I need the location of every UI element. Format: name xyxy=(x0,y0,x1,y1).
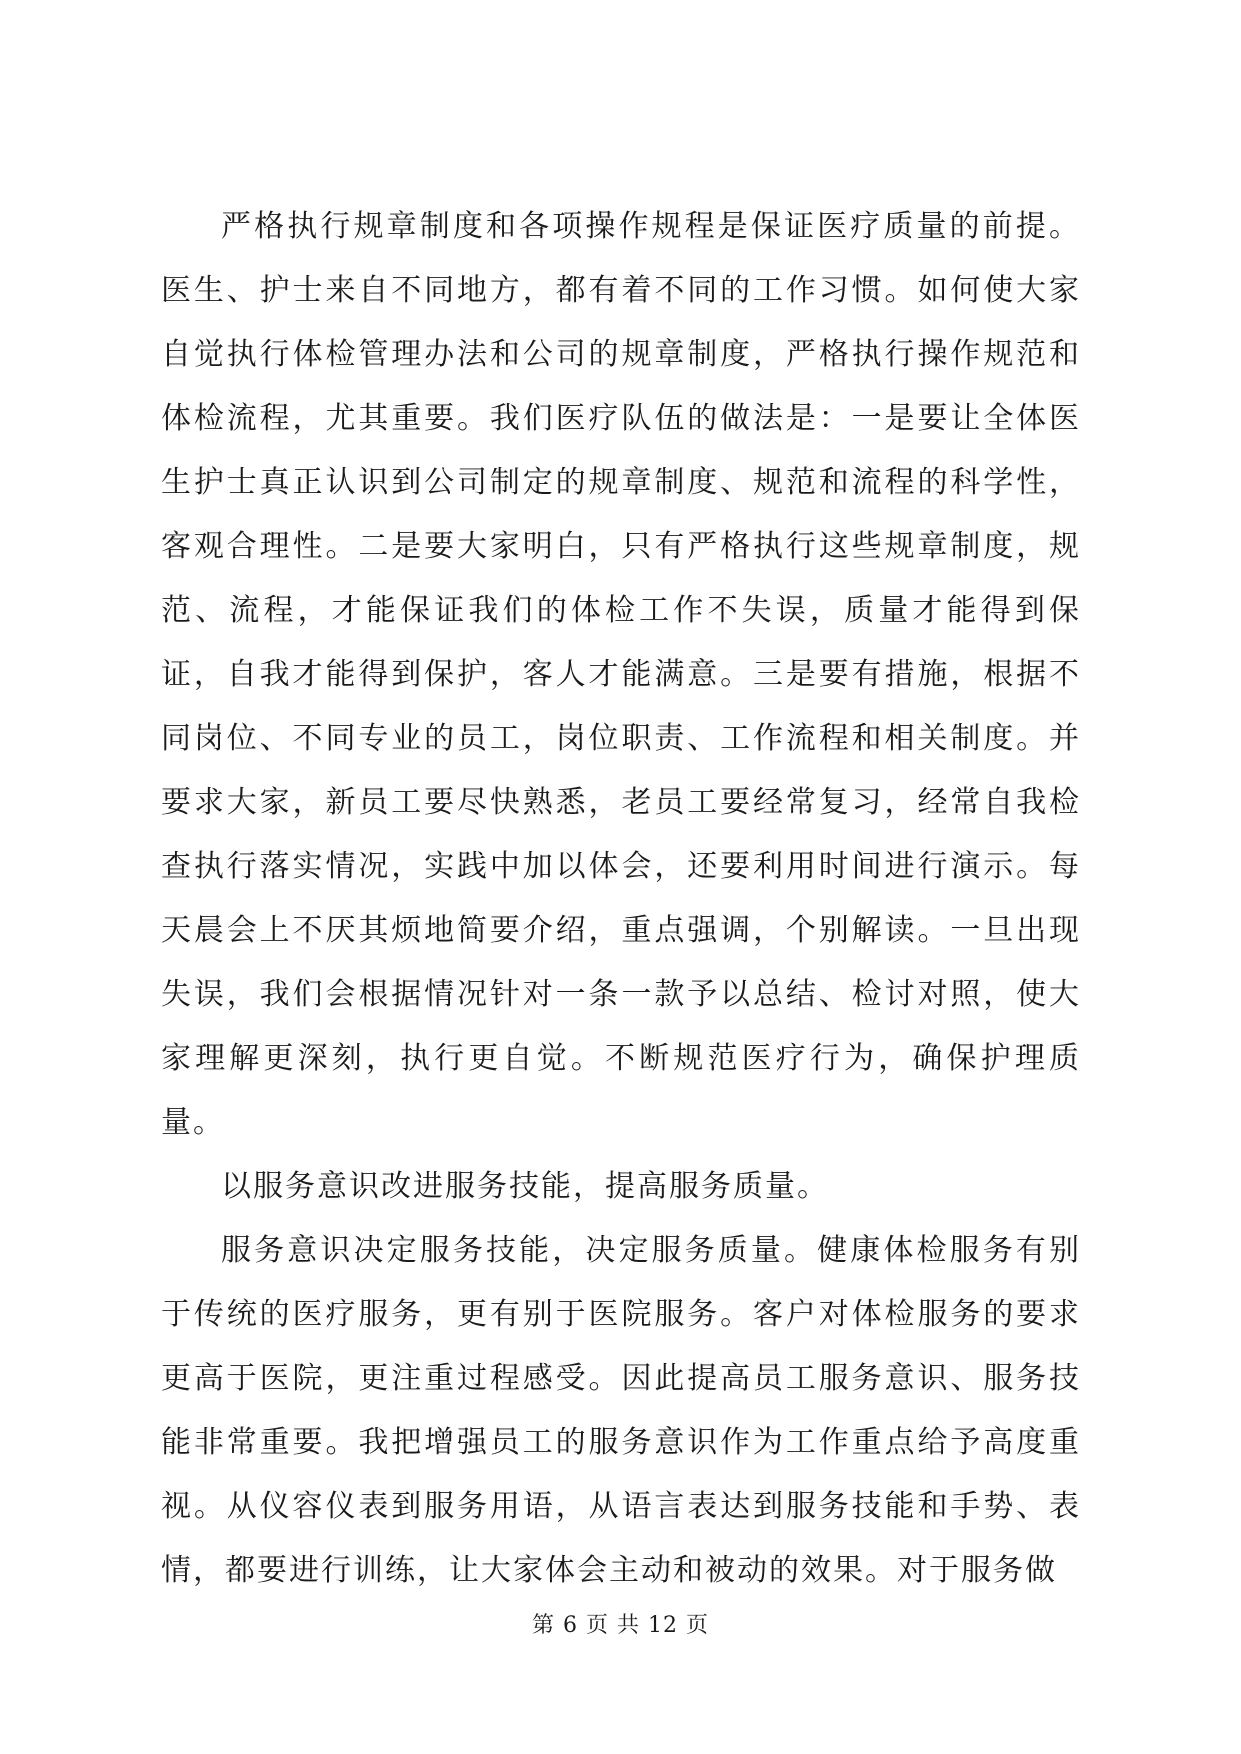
document-body xyxy=(161,195,1081,1603)
page-footer: 第 6 页 共 12 页 xyxy=(532,1613,709,1638)
paragraph-service-awareness: 服务意识决定服务技能，决定服务质量。健康体检服务有别于传统的医疗服务，更有别于医院服务。客户对体检服务的要求更高于医院，更注重过程感受。因此提高员工服务意识、服务技能非常重要。我把增强员工的服务意识作为工作重点给予高度重视。从仪容仪表到服务用语，从语言表达到服务技能和手势、表情，都要进行训练，让大家体会主动和被动的效果。对于服务做 xyxy=(161,1233,1081,1588)
paragraph-service-heading: 以服务意识改进服务技能，提高服务质量。 xyxy=(221,1169,829,1204)
paragraph-regulations: 严格执行规章制度和各项操作规程是保证医疗质量的前提。医生、护士来自不同地方，都有着不同的工作习惯。如何使大家自觉执行体检管理办法和公司的规章制度，严格执行操作规范和体检流程，尤其重要。我们医疗队伍的做法是：一是要让全体医生护士真正认识到公司制定的规章制度、规范和流程的科学性，客观合理性。二是要大家明白，只有严格执行这些规章制度，规范、流程，才能保证我们的体检工作不失误，质量才能得到保证，自我才能得到保护，客人才能满意。三是要有措施，根据不同岗位、不同专业的员工，岗位职责、工作流程和相关制度。并要求大家，新员工要尽快熟悉，老员工要经常复习，经常自我检查执行落实情况，实践中加以体会，还要利用时间进行演示。每天晨会上不厌其烦地简要介绍，重点强调，个别解读。一旦出现失误，我们会根据情况针对一条一款予以总结、检讨对照，使大家理解更深刻，执行更自觉。不断规范医疗行为，确保护理质量。 xyxy=(161,209,1081,1140)
